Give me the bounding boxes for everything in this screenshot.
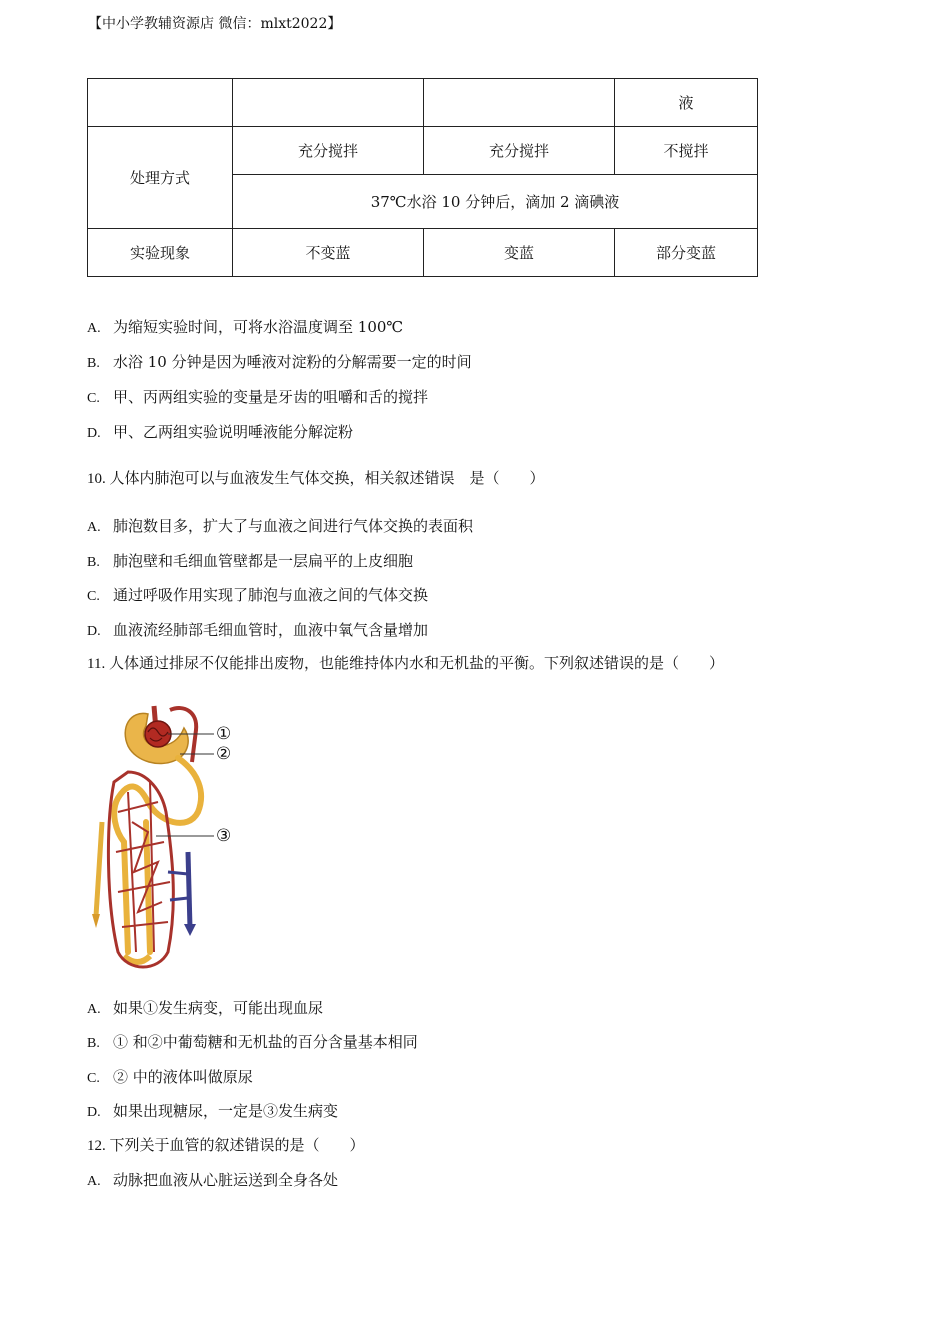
option-letter: C. <box>87 391 100 406</box>
option-letter: D. <box>87 1105 101 1120</box>
table-row-label: 实验现象 <box>88 229 233 277</box>
label-1: ① <box>216 724 232 744</box>
option-d <box>87 619 428 640</box>
nephron-figure <box>88 702 248 972</box>
option-text: 甲、丙两组实验的变量是牙齿的咀嚼和舌的搅拌 <box>113 388 429 406</box>
option-letter: C. <box>87 589 100 604</box>
table-cell: 不搅拌 <box>615 127 758 175</box>
table-cell <box>424 79 615 127</box>
option-text: 通过呼吸作用实现了肺泡与血液之间的气体交换 <box>113 586 429 604</box>
option-text: 水浴 10 分钟是因为唾液对淀粉的分解需要一定的时间 <box>113 353 472 371</box>
table-cell <box>88 79 233 127</box>
table-cell: 部分变蓝 <box>615 229 758 277</box>
option-text: 如果①发生病变，可能出现血尿 <box>113 999 324 1017</box>
option-letter: D. <box>87 426 101 441</box>
experiment-table <box>87 78 758 277</box>
option-text: 为缩短实验时间，可将水浴温度调至 100℃ <box>113 318 404 336</box>
option-d <box>87 1100 338 1121</box>
question-12-stem: 12. 下列关于血管的叙述错误的是（ ） <box>87 1138 365 1154</box>
option-letter: A. <box>87 321 101 336</box>
option-letter: A. <box>87 1174 101 1189</box>
option-c <box>87 584 428 605</box>
option-d <box>87 421 353 442</box>
option-b <box>87 1031 418 1052</box>
option-a <box>87 515 473 536</box>
option-text: 甲、乙两组实验说明唾液能分解淀粉 <box>113 423 354 441</box>
option-a <box>87 316 403 337</box>
table-cell: 液 <box>615 79 758 127</box>
option-text: 如果出现糖尿，一定是③发生病变 <box>113 1102 339 1120</box>
option-c <box>87 1066 253 1087</box>
option-text: 肺泡数目多，扩大了与血液之间进行气体交换的表面积 <box>113 517 474 535</box>
table-cell: 充分搅拌 <box>233 127 424 175</box>
option-letter: D. <box>87 624 101 639</box>
label-2: ② <box>216 744 232 764</box>
table-cell: 充分搅拌 <box>424 127 615 175</box>
question-10-stem: 10. 人体内肺泡可以与血液发生气体交换，相关叙述错误 是（ ） <box>87 471 545 487</box>
option-letter: B. <box>87 356 100 371</box>
option-letter: A. <box>87 1002 101 1017</box>
option-text: 肺泡壁和毛细血管壁都是一层扁平的上皮细胞 <box>113 552 414 570</box>
option-c <box>87 386 428 407</box>
option-letter: C. <box>87 1071 100 1086</box>
option-text: 血液流经肺部毛细血管时，血液中氧气含量增加 <box>113 621 429 639</box>
table-cell: 不变蓝 <box>233 229 424 277</box>
option-b <box>87 550 413 571</box>
option-letter: A. <box>87 520 101 535</box>
option-text: ① 和②中葡萄糖和无机盐的百分含量基本相同 <box>113 1033 418 1051</box>
question-11-stem: 11. 人体通过排尿不仅能排出废物，也能维持体内水和无机盐的平衡。下列叙述错误的是（ ） <box>87 656 724 672</box>
page-header: 【中小学教辅资源店 微信：mlxt2022】 <box>88 16 342 32</box>
option-text: 动脉把血液从心脏运送到全身各处 <box>113 1171 339 1189</box>
table-row-label: 处理方式 <box>88 127 233 229</box>
option-letter: B. <box>87 555 100 570</box>
table-cell: 37℃水浴 10 分钟后，滴加 2 滴碘液 <box>233 175 758 229</box>
option-b <box>87 351 472 372</box>
option-a <box>87 997 323 1018</box>
label-3: ③ <box>216 826 232 846</box>
table-cell <box>233 79 424 127</box>
option-a <box>87 1169 338 1190</box>
option-letter: B. <box>87 1036 100 1051</box>
option-text: ② 中的液体叫做原尿 <box>113 1068 253 1086</box>
table-cell: 变蓝 <box>424 229 615 277</box>
